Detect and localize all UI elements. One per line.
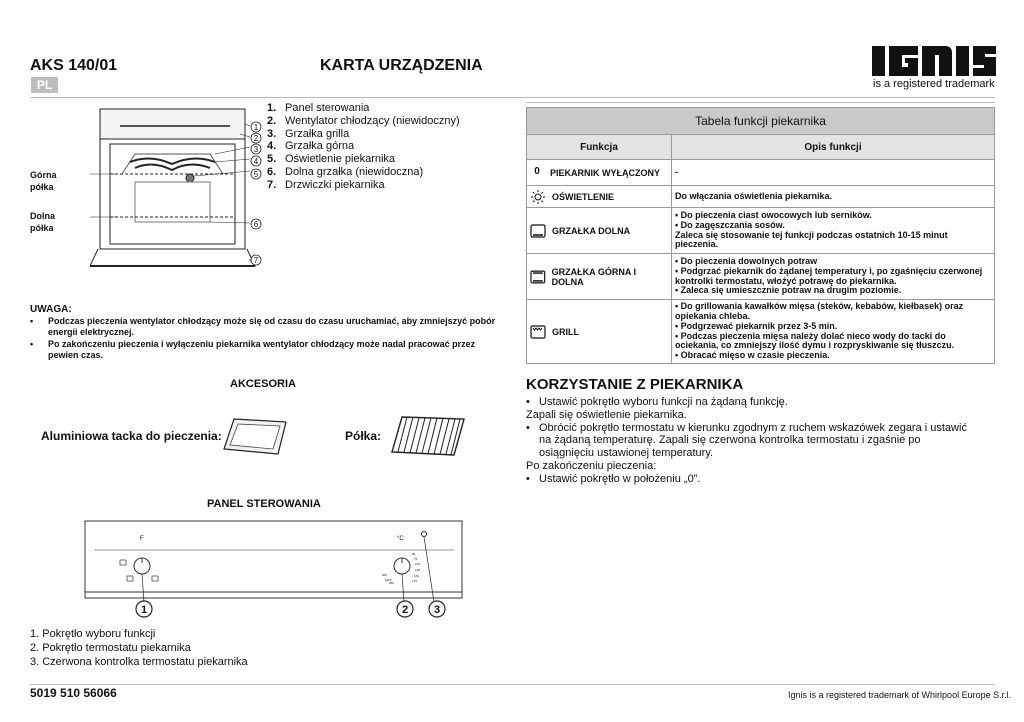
thermostat-knob-mark: °C <box>397 536 404 542</box>
parts-item: 4. Grzałka górna <box>267 140 355 153</box>
function-table <box>526 107 995 364</box>
table-row: GRZAŁKA GÓRNA I DOLNA • Do pieczenia dowolnych potraw • Podgrzać piekarnik do żądanej temperatury i, po zgaśnięciu czerwonej kontrolki termostatu, włożyć potrawę do piekarnika. • Zaleca się umieszcznie potraw na drugim poziomie. <box>527 254 995 300</box>
grill-icon <box>530 325 546 339</box>
callout-3: 3 <box>253 145 259 154</box>
callout-5: 5 <box>253 170 259 179</box>
controls-list <box>30 627 248 669</box>
panel-callout-1: 1 <box>140 604 148 616</box>
svg-text:125: 125 <box>415 568 421 572</box>
tray-label: Aluminiowa tacka do pieczenia: <box>41 429 222 443</box>
accessories-title: AKCESORIA <box>230 378 297 390</box>
warning-item: • Podczas pieczenia wentylator chłodzący może się od czasu do czasu uruchamiać, aby zmniejszyć pobór energii elektrycznej. <box>30 315 496 337</box>
language-badge: PL <box>31 77 58 93</box>
baking-tray-image <box>222 416 288 456</box>
parts-list <box>267 102 460 192</box>
model-number: AKS 140/01 <box>30 57 118 74</box>
zero-symbol-icon: 0 <box>534 165 540 177</box>
usage-line: • Ustawić pokrętło w położeniu „0”. <box>526 472 701 485</box>
svg-text:60: 60 <box>412 552 416 556</box>
callout-6: 6 <box>253 220 259 229</box>
parts-item: 3. Grzałka grilla <box>267 127 350 140</box>
panel-callout-3: 3 <box>433 604 441 616</box>
bottom-heater-icon <box>530 224 546 238</box>
svg-text:75: 75 <box>414 557 418 561</box>
table-row: GRILL • Do grillowania kawałków mięsa (steków, kebabów, kiełbasek) oraz opiekania chleba. • Podgrzewać piekarnik przez 3-5 min. • Podczas pieczenia mięsa należy dolać nieco wody do tacki do ociekania, co zmniejszy ilość dymu i rozpryskiwanie się tłuszczu. • Obracać mięso w czasie pieczenia. <box>527 300 995 364</box>
controls-item: 1. Pokrętło wyboru funkcji <box>30 628 156 640</box>
control-panel-diagram <box>84 520 464 620</box>
controls-item: 3. Czerwona kontrolka termostatu piekarnika <box>30 656 248 668</box>
svg-text:100: 100 <box>415 562 421 566</box>
trademark-note: is a registered trademark <box>873 78 995 90</box>
oven-callouts <box>248 120 264 270</box>
svg-text:150: 150 <box>414 574 420 578</box>
callout-1: 1 <box>253 123 259 132</box>
col-description-header: Opis funkcji <box>672 135 995 160</box>
svg-text:250: 250 <box>389 581 395 585</box>
callout-7: 7 <box>253 256 259 265</box>
usage-line: Po zakończeniu pieczenia: <box>526 459 657 472</box>
parts-item: 7. Drzwiczki piekarnika <box>267 178 385 191</box>
shelf-label: Półka: <box>345 429 382 443</box>
warning-title: UWAGA: <box>30 304 72 315</box>
table-top-rule <box>526 102 995 103</box>
svg-text:175: 175 <box>412 579 418 583</box>
usage-line: Zapali się oświetlenie piekarnika. <box>526 408 687 421</box>
warning-box <box>30 304 500 362</box>
usage-title: KORZYSTANIE Z PIEKARNIKA <box>526 376 744 393</box>
control-panel-title: PANEL STEROWANIA <box>207 498 321 510</box>
table-row: GRZAŁKA DOLNA • Do pieczenia ciast owocowych lub serników. • Do zagęszczania sosów. Zaleca się stosowanie tej funkcji podczas ostatnich 10-15 minut pieczenia. <box>527 208 995 254</box>
svg-text:MAX: MAX <box>385 578 392 582</box>
col-function-header: Funkcja <box>527 135 672 160</box>
footer-trademark: Ignis is a registered trademark of Whirlpool Europe S.r.l. <box>788 690 1012 700</box>
ignis-logo <box>872 44 996 78</box>
parts-item: 2. Wentylator chłodzący (niewidoczny) <box>267 114 460 127</box>
light-bulb-icon <box>530 190 546 204</box>
lower-shelf-label: Dolna półka <box>30 211 56 233</box>
thermostat-lamp <box>422 532 427 537</box>
parts-item: 1. Panel sterowania <box>267 102 370 114</box>
upper-shelf-label: Górna półka <box>30 170 57 192</box>
parts-item: 6. Dolna grzałka (niewidoczna) <box>267 165 424 178</box>
top-bottom-heater-icon <box>530 270 546 284</box>
header-rule <box>30 97 995 98</box>
document-title: KARTA URZĄDZENIA <box>320 57 483 74</box>
table-row: 0 PIEKARNIK WYŁĄCZONY - <box>527 160 995 186</box>
usage-line: • Ustawić pokrętło wyboru funkcji na żądaną funkcję. <box>526 396 788 408</box>
function-knob-mark: F <box>140 536 144 542</box>
table-row: OŚWIETLENIE Do włączania oświetlenia piekarnika. <box>527 186 995 208</box>
usage-instructions <box>526 396 976 486</box>
oven-shelf-image <box>390 414 466 458</box>
oven-diagram <box>90 104 270 274</box>
parts-item: 5. Oświetlenie piekarnika <box>267 153 396 166</box>
controls-item: 2. Pokrętło termostatu piekarnika <box>30 642 191 654</box>
footer-rule <box>30 684 995 685</box>
svg-text:200: 200 <box>382 573 388 577</box>
callout-2: 2 <box>253 134 259 143</box>
warning-item: • Po zakończeniu pieczenia i wyłączeniu piekarnika wentylator chłodzący może nadal pracować przez pewien czas. <box>30 338 476 360</box>
part-code: 5019 510 56066 <box>30 686 117 700</box>
function-table-title: Tabela funkcji piekarnika <box>527 108 995 135</box>
callout-4: 4 <box>253 157 259 166</box>
panel-callout-2: 2 <box>401 604 409 616</box>
usage-line: • Obrócić pokrętło termostatu w kierunku zgodnym z ruchem wskazówek zegara i ustawić na żądaną temperaturę. Zapali się czerwona kontrolka termostatu i zgaśnie po osiągnięciu ustawionej temperatury. <box>526 421 967 460</box>
